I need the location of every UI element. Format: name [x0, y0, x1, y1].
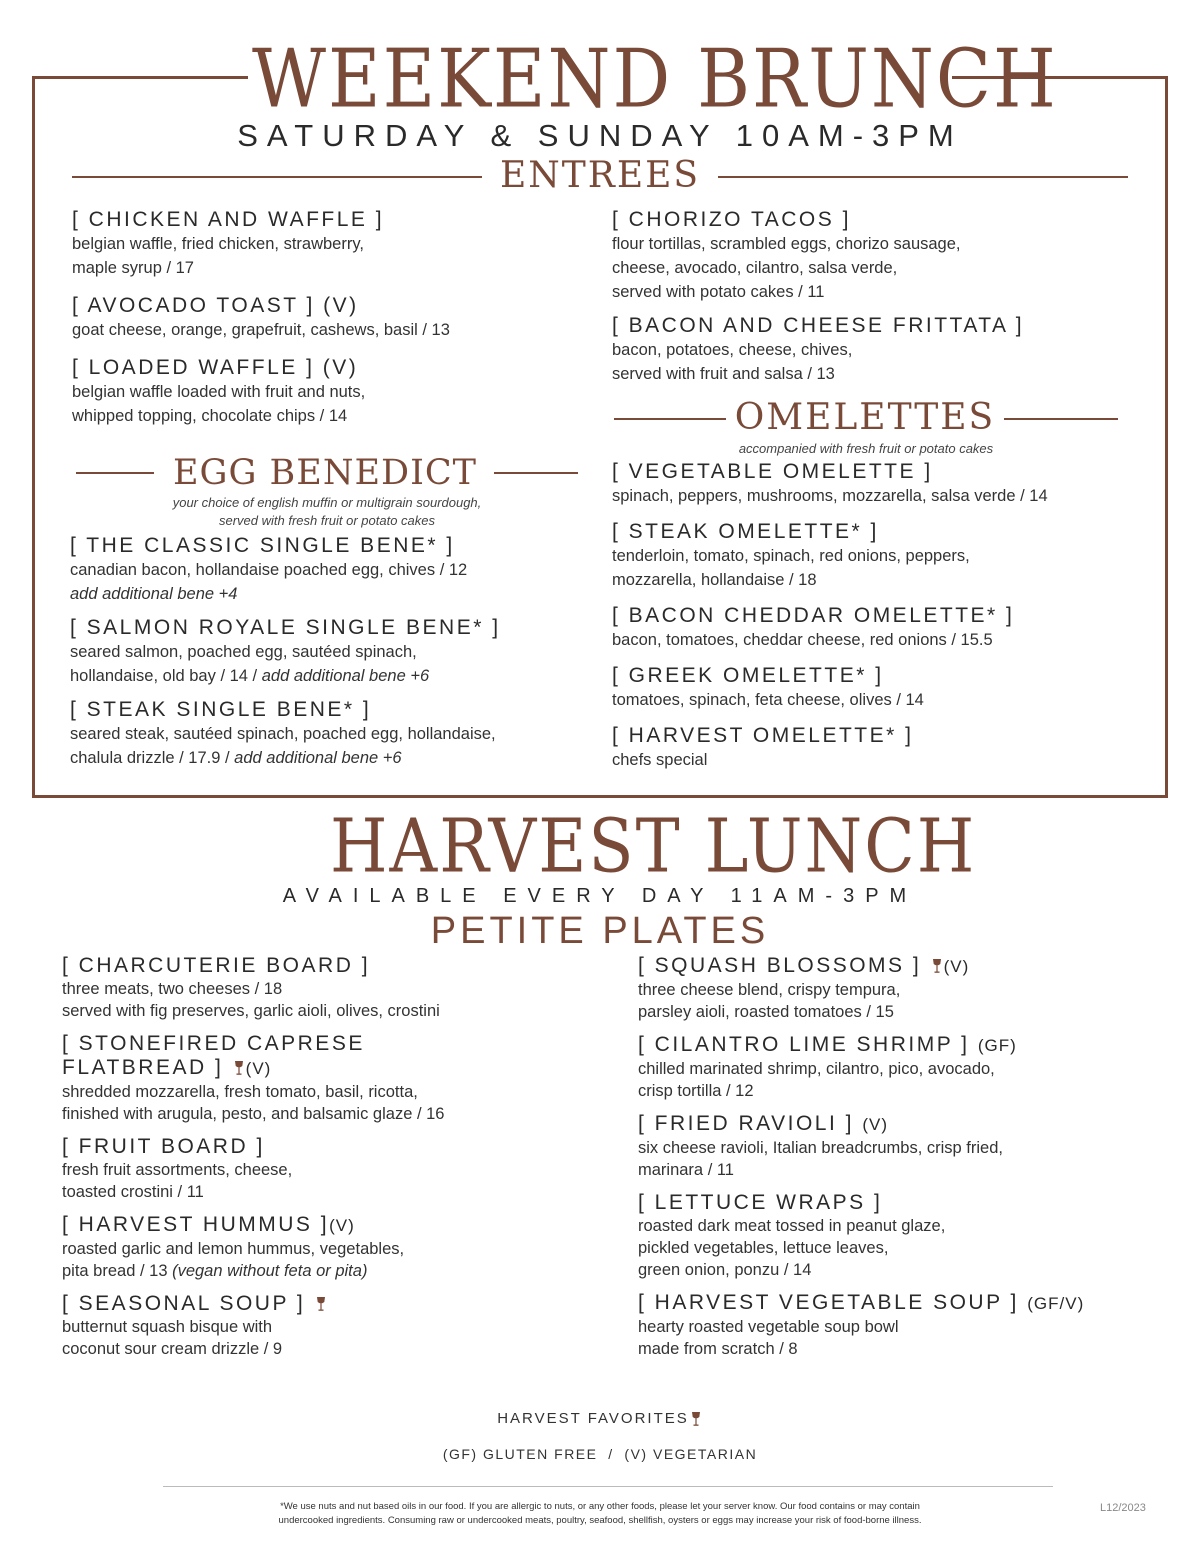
item-name-text: [ CILANTRO LIME SHRIMP ] [638, 1033, 970, 1056]
item-name-line [638, 1112, 1198, 1137]
benedict-note-line: your choice of english muffin or multigrain sourdough, [172, 495, 482, 510]
entrees-rule-right [718, 176, 1128, 178]
legend-favorites [300, 1410, 900, 1427]
item-addon: add additional bene +6 [234, 749, 402, 767]
menu-item [70, 534, 600, 606]
menu-item [72, 356, 592, 428]
item-name-text: FLATBREAD ] [62, 1056, 224, 1079]
item-name-line [638, 1291, 1198, 1316]
item-name-line [638, 1033, 1198, 1058]
lunch-hours: AVAILABLE EVERY DAY 11AM-3PM [282, 885, 918, 907]
item-description: butternut squash bisque with coconut sour cream drizzle / 9 [62, 1318, 283, 1358]
menu-item [70, 698, 600, 770]
lunch-right-column [638, 954, 1198, 1360]
menu-item [612, 604, 1152, 652]
menu-item [612, 664, 1152, 712]
item-description: fresh fruit assortments, cheese, toasted crostini / 11 [62, 1161, 293, 1201]
dietary-tag: (V) [245, 1059, 272, 1078]
item-name: [ BACON CHEDDAR OMELETTE* ] [612, 604, 1015, 627]
omelettes-note: accompanied with fresh fruit or potato cakes [738, 441, 994, 456]
item-name: [ LETTUCE WRAPS ] [638, 1191, 883, 1214]
item-addon: (vegan without feta or pita) [172, 1262, 368, 1280]
item-name: [ STEAK SINGLE BENE* ] [70, 698, 372, 721]
item-description: shredded mozzarella, fresh tomato, basil, ricotta, finished with arugula, pesto, and balsamic glaze / 16 [62, 1083, 445, 1123]
item-description: tomatoes, spinach, feta cheese, olives / 14 [612, 691, 924, 709]
entrees-left-column [72, 208, 592, 428]
petite-plates-title: PETITE PLATES [430, 910, 770, 952]
lunch-left-column [62, 954, 622, 1360]
item-name-text: [ HARVEST HUMMUS ] [62, 1213, 330, 1236]
footer-divider [163, 1486, 1053, 1487]
omelettes-rule-right [1004, 418, 1118, 420]
legend-favorites-label: HARVEST FAVORITES [497, 1410, 689, 1427]
item-name: [ HARVEST OMELETTE* ] [612, 724, 914, 747]
menu-item [72, 294, 592, 342]
item-description: roasted garlic and lemon hummus, vegetables, [62, 1240, 405, 1258]
menu-item [638, 954, 1198, 1023]
item-description: goat cheese, orange, grapefruit, cashews, basil / 13 [72, 321, 450, 339]
item-description: bacon, potatoes, cheese, chives, served with fruit and salsa / 13 [612, 341, 853, 383]
item-description-text: pita bread / 13 [62, 1262, 173, 1280]
wine-glass-icon [316, 1296, 326, 1312]
item-description: three meats, two cheeses / 18 served with fig preserves, garlic aioli, olives, crostini [62, 980, 440, 1020]
item-description: flour tortillas, scrambled eggs, chorizo sausage, cheese, avocado, cilantro, salsa verde, served with potato cakes / 11 [612, 235, 961, 301]
item-description: roasted dark meat tossed in peanut glaze, pickled vegetables, lettuce leaves, green onion, ponzu / 14 [638, 1217, 946, 1279]
item-description: chefs special [612, 751, 708, 769]
disclaimer-line: *We use nuts and nut based oils in our food. If you are allergic to nuts, or any other foods, please let your server know. Our food contains or may contain [280, 1501, 920, 1512]
item-description: tenderloin, tomato, spinach, red onions, peppers, mozzarella, hollandaise / 18 [612, 547, 970, 589]
item-name-line [62, 1292, 622, 1316]
item-name: [ AVOCADO TOAST ] (V) [72, 294, 359, 317]
menu-item [72, 208, 592, 280]
item-name: [ LOADED WAFFLE ] (V) [72, 356, 359, 379]
item-description-line [70, 664, 600, 688]
menu-item [612, 460, 1152, 508]
item-description: seared salmon, poached egg, sautéed spinach, [70, 643, 417, 661]
entrees-rule-left [72, 176, 482, 178]
item-description: canadian bacon, hollandaise poached egg, chives / 12 [70, 561, 468, 579]
item-name: [ FRUIT BOARD ] [62, 1135, 265, 1158]
dietary-tag: (V) [329, 1216, 355, 1235]
benedict-title: EGG BENEDICT [172, 453, 478, 493]
omelettes-rule-left [614, 418, 726, 420]
menu-item [612, 520, 1152, 592]
disclaimer-line: undercooked ingredients. Consuming raw or undercooked meats, poultry, seafood, shellfish, oysters or eggs may increase your risk of food-borne illness. [278, 1515, 922, 1526]
menu-item [638, 1112, 1198, 1181]
item-name: [ STEAK OMELETTE* ] [612, 520, 879, 543]
item-description: six cheese ravioli, Italian breadcrumbs, crisp fried, marinara / 11 [638, 1139, 1003, 1179]
wine-glass-icon [932, 958, 942, 974]
item-name: [ GREEK OMELETTE* ] [612, 664, 884, 687]
entrees-title: ENTREES [499, 155, 701, 196]
menu-item [62, 1292, 622, 1360]
brunch-title: WEEKEND BRUNCH [252, 31, 1058, 126]
item-addon: add additional bene +4 [70, 585, 238, 603]
wine-glass-icon [234, 1060, 244, 1076]
item-name: [ STONEFIRED CAPRESE [62, 1032, 365, 1055]
benedict-rule-right [494, 472, 578, 474]
item-name-line [62, 1213, 622, 1238]
item-description-text: chalula drizzle / 17.9 / [70, 749, 235, 767]
item-name-line [638, 954, 1198, 979]
item-name: [ THE CLASSIC SINGLE BENE* ] [70, 534, 455, 557]
item-name: [ CHORIZO TACOS ] [612, 208, 851, 231]
dietary-tag: (GF) [977, 1036, 1017, 1055]
item-description: spinach, peppers, mushrooms, mozzarella, salsa verde / 14 [612, 487, 1048, 505]
item-description-text: hollandaise, old bay / 14 / [70, 667, 262, 685]
legend-dietary-key: (GF) GLUTEN FREE / (V) VEGETARIAN [442, 1446, 758, 1462]
item-description: three cheese blend, crispy tempura, parsley aioli, roasted tomatoes / 15 [638, 981, 901, 1021]
menu-item [62, 1135, 622, 1203]
item-name-text: [ FRIED RAVIOLI ] [638, 1112, 854, 1135]
menu-item [638, 1291, 1198, 1360]
allergy-disclaimer [200, 1500, 1000, 1528]
item-name: [ SALMON ROYALE SINGLE BENE* ] [70, 616, 501, 639]
item-description: bacon, tomatoes, cheddar cheese, red onions / 15.5 [612, 631, 993, 649]
item-description-line [70, 746, 600, 770]
dietary-tag: (V) [862, 1115, 888, 1134]
benedict-column [70, 534, 600, 770]
dietary-tag: (V) [943, 957, 970, 976]
benedict-rule-left [76, 472, 154, 474]
item-name-text: [ HARVEST VEGETABLE SOUP ] [638, 1291, 1019, 1314]
wine-glass-icon [691, 1411, 701, 1427]
omelettes-title: OMELETTES [734, 397, 996, 438]
lunch-title: HARVEST LUNCH [330, 803, 977, 890]
menu-item [62, 1032, 622, 1125]
item-name-line [62, 1056, 622, 1081]
menu-item [638, 1191, 1198, 1281]
item-name: [ CHARCUTERIE BOARD ] [62, 954, 371, 977]
menu-item [62, 954, 622, 1022]
item-description: chilled marinated shrimp, cilantro, pico, avocado, crisp tortilla / 12 [638, 1060, 995, 1100]
menu-item [612, 724, 1152, 772]
item-name-text: [ SEASONAL SOUP ] [62, 1292, 306, 1315]
menu-item [638, 1033, 1198, 1102]
menu-item [70, 616, 600, 688]
dietary-tag: (GF/V) [1027, 1294, 1085, 1313]
benedict-note [72, 494, 582, 530]
item-name: [ BACON AND CHEESE FRITTATA ] [612, 314, 1025, 337]
item-name-text: [ SQUASH BLOSSOMS ] [638, 954, 922, 977]
entrees-right-column [612, 208, 1152, 386]
item-description: belgian waffle, fried chicken, strawberry, maple syrup / 17 [72, 235, 364, 277]
item-name: [ VEGETABLE OMELETTE ] [612, 460, 933, 483]
menu-item [612, 314, 1152, 386]
benedict-note-line: served with fresh fruit or potato cakes [218, 513, 436, 528]
menu-item [62, 1213, 622, 1282]
item-description: belgian waffle loaded with fruit and nuts, whipped topping, chocolate chips / 14 [72, 383, 366, 425]
omelettes-column [612, 460, 1152, 772]
brunch-hours: SATURDAY & SUNDAY 10AM-3PM [237, 118, 963, 153]
item-addon: add additional bene +6 [261, 667, 430, 685]
item-description: seared steak, sautéed spinach, poached egg, hollandaise, [70, 725, 496, 743]
menu-version-code: L12/2023 [1100, 1502, 1146, 1514]
item-name: [ CHICKEN AND WAFFLE ] [72, 208, 385, 231]
item-description: hearty roasted vegetable soup bowl made from scratch / 8 [638, 1318, 899, 1358]
item-description-line [62, 1260, 622, 1282]
menu-item [612, 208, 1152, 304]
